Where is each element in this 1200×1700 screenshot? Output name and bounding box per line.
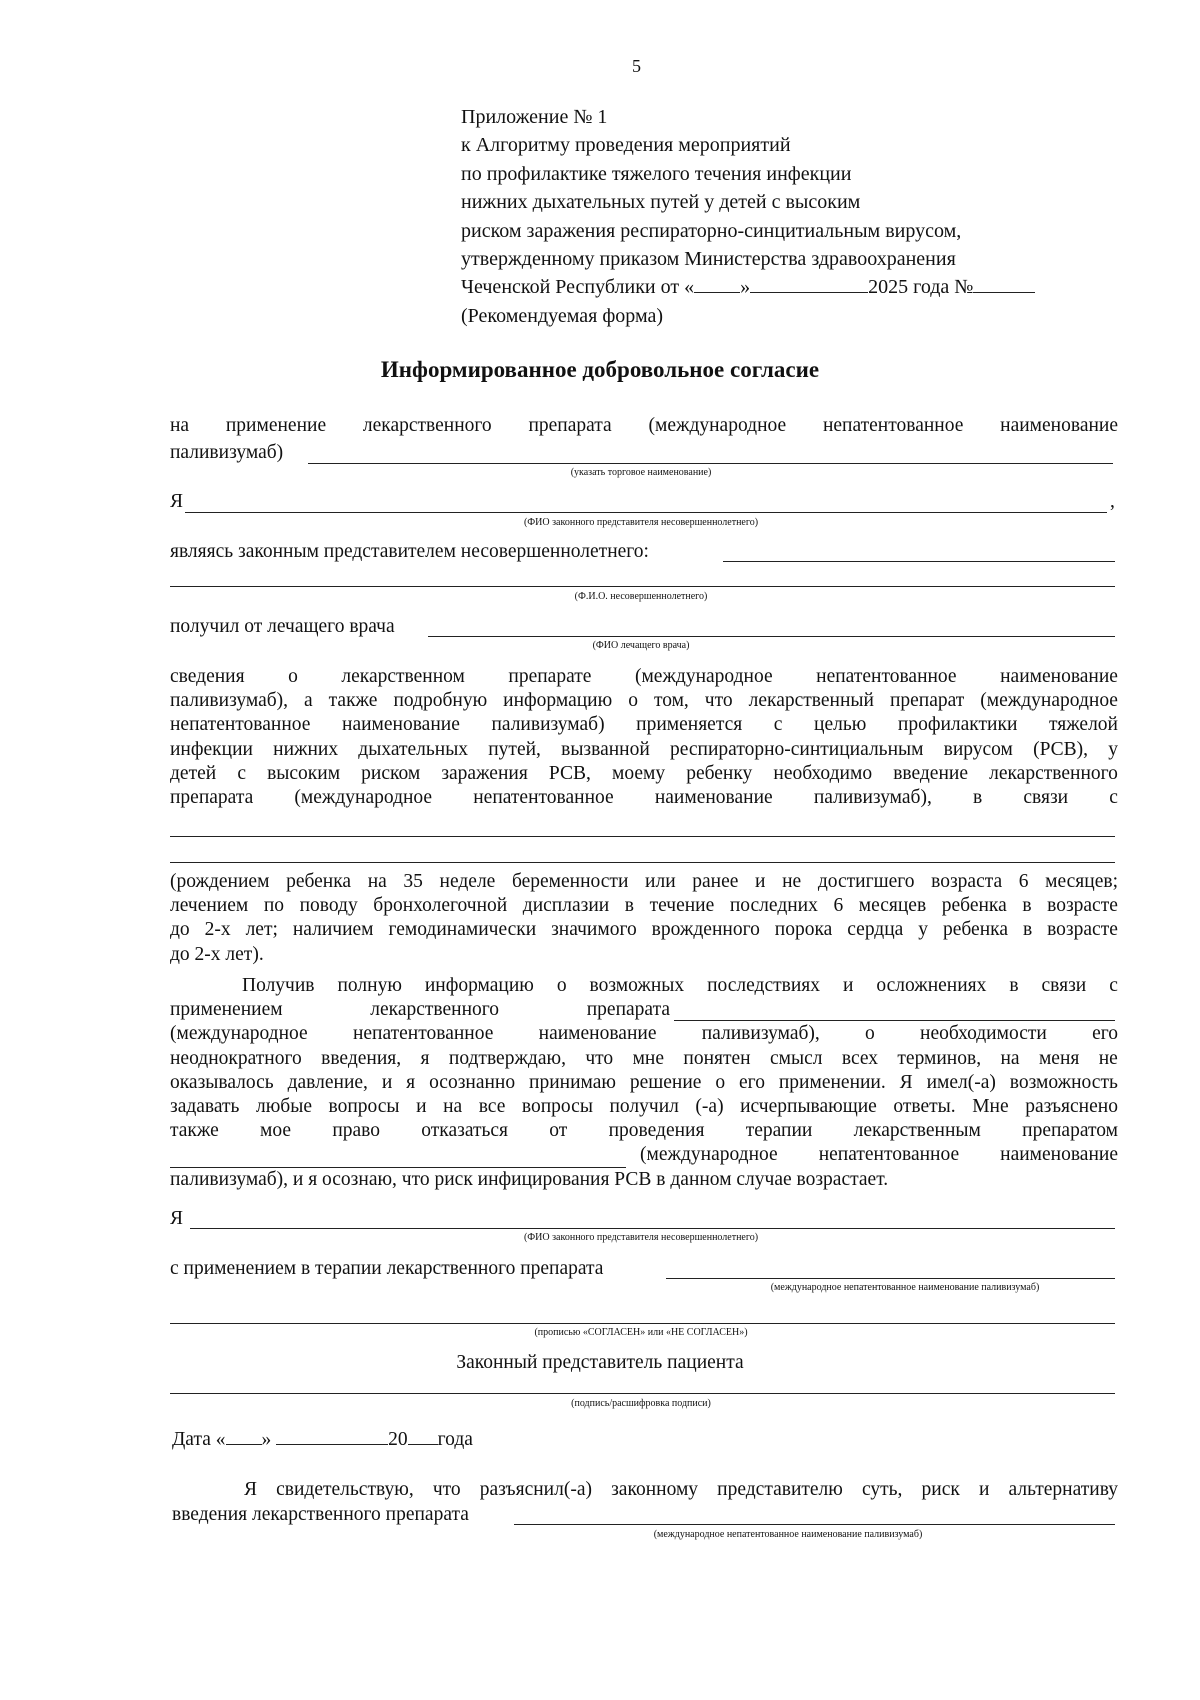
month-blank[interactable]	[750, 292, 868, 293]
text-line: (рождением ребенка на 35 неделе беременности или ранее и не достигшего возраста 6 месяцев;	[170, 871, 1118, 892]
text-line: (международное непатентованное наименование паливизумаб), о необходимости его	[170, 1023, 1118, 1045]
reason-field-1[interactable]	[170, 836, 1115, 837]
page-number: 5	[632, 56, 641, 76]
drug-line-2-label: паливизумаб)	[170, 442, 284, 463]
text-line: до 2-х лет; наличием гемодинамически значимого врожденного порока сердца у ребенка в возрасте	[170, 919, 1118, 941]
reason-field-2[interactable]	[170, 862, 1115, 863]
doctor-name-field[interactable]	[428, 636, 1115, 637]
minor-label: являясь законным представителем несовершеннолетнего:	[170, 541, 649, 562]
representative-label-2: Я	[170, 1208, 184, 1229]
text-line: также мое право отказаться от проведения терапии лекарственным препаратом	[170, 1120, 1118, 1142]
drug-field-consequences[interactable]	[674, 1020, 1115, 1021]
therapy-label: с применением в терапии лекарственного препарата	[170, 1258, 604, 1279]
text-line: паливизумаб), и я осознаю, что риск инфицирования РСВ в данном случае возрастает.	[170, 1168, 889, 1190]
appendix-form-note: (Рекомендуемая форма)	[461, 304, 664, 327]
appendix-line: по профилактике тяжелого течения инфекции	[461, 162, 852, 185]
text-line: лечением по поводу бронхолегочной дисплазии в течение последних 6 месяцев ребенка в возрасте	[170, 895, 1118, 917]
text-line: неоднократного введения, я подтверждаю, что мне понятен смысл всех терминов, на меня не	[170, 1047, 1118, 1069]
paragraph-reasons	[170, 870, 1118, 967]
representative-name-field[interactable]	[185, 512, 1107, 513]
representative-comma: ,	[1110, 491, 1115, 512]
therapy-drug-field[interactable]	[666, 1278, 1115, 1279]
representative-caption: (ФИО законного представителя несовершеннолетнего)	[523, 517, 759, 528]
text-line: детей с высоким риском заражения РСВ, моему ребенку необходимо введение лекарственного	[170, 762, 1118, 784]
drug-line-1: на применение лекарственного препарата (международное непатентованное наименование	[170, 415, 1118, 436]
representative-caption-2: (ФИО законного представителя несовершеннолетнего)	[523, 1232, 759, 1243]
appendix-header	[461, 103, 1035, 330]
text-line: (международное непатентованное наименование	[640, 1144, 1118, 1166]
text-line: инфекции нижних дыхательных путей, вызванной респираторно-синтициальным вирусом (РСВ), у	[170, 738, 1118, 760]
legal-representative-heading: Законный представитель пациента	[456, 1352, 744, 1373]
trade-name-field[interactable]	[308, 463, 1113, 464]
text-line: непатентованное наименование паливизумаб) применяется с целью профилактики тяжелой	[170, 714, 1118, 736]
doctor-caption: (ФИО лечащего врача)	[592, 640, 690, 651]
signature-field[interactable]	[170, 1393, 1115, 1394]
appendix-line: нижних дыхательных путей у детей с высоким	[461, 191, 861, 214]
consent-decision-field[interactable]	[170, 1323, 1115, 1324]
text-line: сведения о лекарственном препарате (международное непатентованное наименование	[170, 666, 1118, 687]
appendix-date-line: Чеченской Республики от « » 2025 года №	[461, 273, 1035, 301]
signature-caption: (подпись/расшифровка подписи)	[571, 1398, 711, 1409]
text-line: препарата (международное непатентованное наименование паливизумаб), в связи с	[170, 786, 1118, 808]
text-line: оказывалось давление, и я осознанно принимаю решение о его применении. Я имел(-а) возможность	[170, 1071, 1118, 1093]
date-month-field[interactable]	[276, 1444, 388, 1445]
witness-line-1: Я свидетельствую, что разъяснил(-а) законному представителю суть, риск и альтернативу	[244, 1479, 1118, 1500]
drug-field-refusal[interactable]	[170, 1167, 626, 1168]
doctor-label: получил от лечащего врача	[170, 616, 395, 637]
representative-name-field-2[interactable]	[190, 1228, 1115, 1229]
text-line: до 2-х лет).	[170, 943, 264, 965]
therapy-caption: (международное непатентованное наименование паливизумаб)	[770, 1282, 1040, 1293]
minor-name-field-1[interactable]	[723, 561, 1115, 562]
date-day-field[interactable]	[226, 1444, 262, 1445]
appendix-line: утвержденному приказом Министерства здравоохранения	[461, 248, 956, 271]
minor-name-field-2[interactable]	[170, 586, 1115, 587]
paragraph-consequences	[170, 974, 1118, 1192]
appendix-line: риском заражения респираторно-синцитиальным вирусом,	[461, 219, 962, 242]
consent-decision-caption: (прописью «СОГЛАСЕН» или «НЕ СОГЛАСЕН»)	[534, 1327, 748, 1338]
text-line: Получив полную информацию о возможных последствиях и осложнениях в связи с	[242, 975, 1118, 996]
text-line: паливизумаб), а также подробную информацию о том, что лекарственный препарат (международное	[170, 690, 1118, 712]
text-line: задавать любые вопросы и на все вопросы получил (-а) исчерпывающие ответы. Мне разъяснено	[170, 1095, 1118, 1117]
date-year-field[interactable]	[408, 1444, 438, 1445]
appendix-line: Приложение № 1	[461, 106, 608, 128]
day-blank[interactable]	[694, 292, 740, 293]
witness-drug-field[interactable]	[514, 1524, 1115, 1525]
representative-label: Я	[170, 491, 184, 512]
minor-caption: (Ф.И.О. несовершеннолетнего)	[574, 591, 708, 602]
text-line: применением лекарственного препарата	[170, 999, 670, 1021]
witness-line-2: введения лекарственного препарата	[172, 1504, 469, 1525]
paragraph-information	[170, 665, 1118, 810]
appendix-line: к Алгоритму проведения мероприятий	[461, 134, 791, 157]
document-title: Информированное добровольное согласие	[380, 357, 820, 382]
trade-name-caption: (указать торговое наименование)	[570, 467, 712, 478]
order-number-blank[interactable]	[973, 292, 1035, 293]
date-line: Дата « » 20 года	[172, 1429, 473, 1450]
witness-caption: (международное непатентованное наименование паливизумаб)	[653, 1529, 923, 1540]
